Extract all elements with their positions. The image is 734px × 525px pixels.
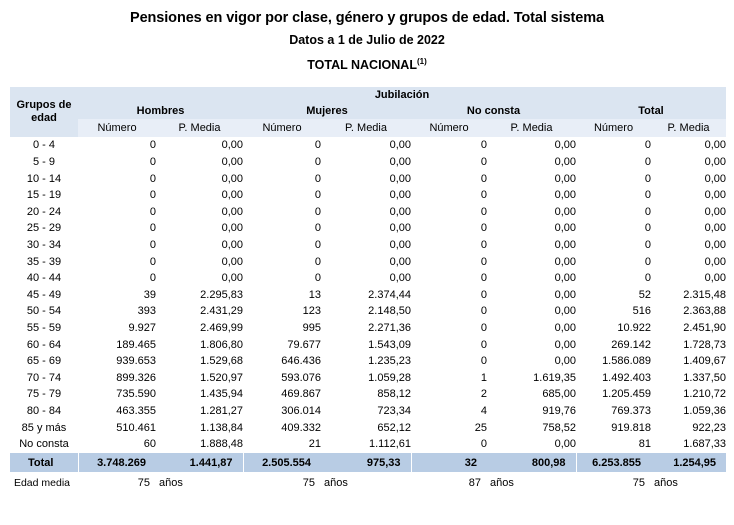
edad-media-value: 87 [411,473,487,494]
edad-media-value: 75 [576,473,651,494]
cell-value: 0 [243,270,321,287]
cell-value: 0,00 [487,154,576,171]
cell-value: 2.431,29 [156,303,243,320]
cell-value: 21 [243,436,321,453]
cell-value: 0,00 [156,204,243,221]
cell-value: 1 [411,369,487,386]
cell-value: 0 [411,137,487,154]
table-row [10,386,726,403]
cell-value: 0,00 [487,303,576,320]
row-age-group: 50 - 54 [10,303,78,320]
cell-value: 1.888,48 [156,436,243,453]
cell-value: 0,00 [651,187,726,204]
cell-value: 0 [243,154,321,171]
cell-value: 2 [411,386,487,403]
cell-value: 0 [576,237,651,254]
cell-value: 0,00 [651,220,726,237]
cell-value: 0,00 [156,187,243,204]
table-row [10,369,726,386]
cell-value: 0 [78,270,156,287]
total-cell-value: 32 [411,453,487,473]
cell-value: 0,00 [321,204,411,221]
header-group-total: Total [576,103,726,119]
row-age-group: 5 - 9 [10,154,78,171]
cell-value: 0,00 [651,154,726,171]
row-age-group: No consta [10,436,78,453]
table-row [10,353,726,370]
table-row [10,204,726,221]
cell-value: 269.142 [576,336,651,353]
cell-value: 393 [78,303,156,320]
header-sub-mujeres-numero: Número [243,119,321,137]
cell-value: 0 [243,237,321,254]
cell-value: 1.435,94 [156,386,243,403]
cell-value: 0,00 [487,137,576,154]
cell-value: 0,00 [487,287,576,304]
header-sub-total-numero: Número [576,119,651,137]
cell-value: 516 [576,303,651,320]
header-group-no-consta: No consta [411,103,576,119]
cell-value: 1.059,28 [321,369,411,386]
edad-media-unit: años [487,473,576,494]
row-age-group: 55 - 59 [10,320,78,337]
cell-value: 0,00 [487,204,576,221]
row-age-group: 40 - 44 [10,270,78,287]
cell-value: 0,00 [487,170,576,187]
cell-value: 0,00 [156,253,243,270]
table-row [10,419,726,436]
header-row-sub [10,119,726,137]
cell-value: 0,00 [321,220,411,237]
cell-value: 0,00 [321,137,411,154]
cell-value: 1.520,97 [156,369,243,386]
cell-value: 25 [411,419,487,436]
cell-value: 593.076 [243,369,321,386]
cell-value: 1.205.459 [576,386,651,403]
cell-value: 1.619,35 [487,369,576,386]
edad-media-unit: años [321,473,411,494]
row-age-group: 85 y más [10,419,78,436]
table-row [10,436,726,453]
header-sub-noconsta-pmedia: P. Media [487,119,576,137]
cell-value: 723,34 [321,403,411,420]
total-cell-value: 2.505.554 [243,453,321,473]
cell-value: 0,00 [321,154,411,171]
table-row [10,303,726,320]
cell-value: 0 [576,187,651,204]
row-age-group: 30 - 34 [10,237,78,254]
cell-value: 0 [243,220,321,237]
header-sub-hombres-pmedia: P. Media [156,119,243,137]
cell-value: 0 [243,204,321,221]
cell-value: 1.138,84 [156,419,243,436]
total-cell-value: 6.253.855 [576,453,651,473]
row-age-group: 25 - 29 [10,220,78,237]
cell-value: 0 [78,220,156,237]
cell-value: 858,12 [321,386,411,403]
cell-value: 0 [78,154,156,171]
cell-value: 1.409,67 [651,353,726,370]
row-age-group: 10 - 14 [10,170,78,187]
cell-value: 2.374,44 [321,287,411,304]
cell-value: 0 [411,287,487,304]
cell-value: 52 [576,287,651,304]
header-jubilacion: Jubilación [78,87,726,103]
cell-value: 919,76 [487,403,576,420]
cell-value: 0 [576,137,651,154]
cell-value: 510.461 [78,419,156,436]
cell-value: 1.529,68 [156,353,243,370]
cell-value: 0,00 [156,154,243,171]
cell-value: 0,00 [651,137,726,154]
cell-value: 899.326 [78,369,156,386]
cell-value: 1.806,80 [156,336,243,353]
cell-value: 0,00 [487,253,576,270]
cell-value: 0,00 [156,137,243,154]
cell-value: 0,00 [487,187,576,204]
cell-value: 306.014 [243,403,321,420]
cell-value: 2.148,50 [321,303,411,320]
header-row-top [10,87,726,103]
total-cell-value: 3.748.269 [78,453,156,473]
cell-value: 4 [411,403,487,420]
cell-value: 189.465 [78,336,156,353]
cell-value: 1.112,61 [321,436,411,453]
row-age-group: 15 - 19 [10,187,78,204]
table-row [10,237,726,254]
cell-value: 646.436 [243,353,321,370]
cell-value: 1.281,27 [156,403,243,420]
page-subtitle: Datos a 1 de Julio de 2022 [289,33,445,47]
cell-value: 0 [576,270,651,287]
total-label: Total [10,453,78,473]
total-cell-value: 1.254,95 [651,453,726,473]
cell-value: 1.687,33 [651,436,726,453]
table-row [10,154,726,171]
cell-value: 60 [78,436,156,453]
header-row-groups [10,103,726,119]
cell-value: 0,00 [651,253,726,270]
row-age-group: 20 - 24 [10,204,78,221]
cell-value: 0 [243,253,321,270]
cell-value: 0 [411,253,487,270]
cell-value: 0 [411,336,487,353]
edad-media-unit: años [156,473,243,494]
cell-value: 0 [576,220,651,237]
table-row [10,187,726,204]
header-sub-noconsta-numero: Número [411,119,487,137]
cell-value: 0,00 [487,436,576,453]
table-container [0,87,734,493]
cell-value: 1.543,09 [321,336,411,353]
edad-media-value: 75 [78,473,156,494]
cell-value: 0 [243,170,321,187]
cell-value: 0 [78,187,156,204]
cell-value: 0,00 [487,336,576,353]
cell-value: 0 [411,270,487,287]
cell-value: 919.818 [576,419,651,436]
cell-value: 0 [411,220,487,237]
cell-value: 0,00 [156,237,243,254]
table-row [10,220,726,237]
row-age-group: 0 - 4 [10,137,78,154]
cell-value: 0,00 [651,204,726,221]
page-scope-label: TOTAL NACIONAL [307,58,417,73]
table-row [10,403,726,420]
cell-value: 0,00 [651,170,726,187]
cell-value: 0 [411,237,487,254]
cell-value: 81 [576,436,651,453]
cell-value: 0,00 [156,270,243,287]
cell-value: 0 [78,204,156,221]
cell-value: 2.469,99 [156,320,243,337]
edad-media-unit: años [651,473,726,494]
cell-value: 0 [78,137,156,154]
table-edad-media-row [10,473,726,494]
cell-value: 735.590 [78,386,156,403]
cell-value: 2.271,36 [321,320,411,337]
table-row [10,320,726,337]
row-age-group: 75 - 79 [10,386,78,403]
row-age-group: 45 - 49 [10,287,78,304]
row-age-group: 70 - 74 [10,369,78,386]
table-row [10,253,726,270]
cell-value: 0 [576,253,651,270]
table-row [10,137,726,154]
cell-value: 1.337,50 [651,369,726,386]
cell-value: 0,00 [321,187,411,204]
cell-value: 0 [411,170,487,187]
row-age-group: 80 - 84 [10,403,78,420]
cell-value: 409.332 [243,419,321,436]
total-cell-value: 1.441,87 [156,453,243,473]
row-age-group: 60 - 64 [10,336,78,353]
cell-value: 0,00 [651,270,726,287]
cell-value: 0,00 [487,320,576,337]
title-block [0,0,734,75]
cell-value: 939.653 [78,353,156,370]
cell-value: 652,12 [321,419,411,436]
cell-value: 922,23 [651,419,726,436]
cell-value: 0,00 [321,170,411,187]
header-sub-mujeres-pmedia: P. Media [321,119,411,137]
cell-value: 0 [78,170,156,187]
cell-value: 0 [243,137,321,154]
cell-value: 463.355 [78,403,156,420]
cell-value: 0 [576,204,651,221]
cell-value: 0 [411,436,487,453]
cell-value: 39 [78,287,156,304]
cell-value: 0 [78,237,156,254]
cell-value: 13 [243,287,321,304]
cell-value: 0,00 [156,170,243,187]
cell-value: 0,00 [487,220,576,237]
cell-value: 2.363,88 [651,303,726,320]
cell-value: 1.059,36 [651,403,726,420]
cell-value: 79.677 [243,336,321,353]
table-row [10,170,726,187]
cell-value: 0,00 [156,220,243,237]
table-row [10,270,726,287]
page-title: Pensiones en vigor por clase, género y grupos de edad. Total sistema [130,10,604,26]
cell-value: 0 [411,353,487,370]
cell-value: 1.235,23 [321,353,411,370]
cell-value: 0,00 [487,270,576,287]
cell-value: 1.492.403 [576,369,651,386]
cell-value: 0 [411,187,487,204]
page-scope-title [0,50,734,75]
cell-value: 0,00 [487,353,576,370]
cell-value: 2.315,48 [651,287,726,304]
cell-value: 0 [78,253,156,270]
header-group-hombres: Hombres [78,103,243,119]
cell-value: 0 [576,170,651,187]
cell-value: 0,00 [321,237,411,254]
table-total-row [10,453,726,473]
cell-value: 0,00 [321,253,411,270]
header-sub-hombres-numero: Número [78,119,156,137]
table-row [10,336,726,353]
header-grupos-de-edad: Grupos de edad [10,87,78,137]
edad-media-value: 75 [243,473,321,494]
cell-value: 1.586.089 [576,353,651,370]
cell-value: 0,00 [651,237,726,254]
cell-value: 769.373 [576,403,651,420]
header-sub-total-pmedia: P. Media [651,119,726,137]
total-cell-value: 800,98 [487,453,576,473]
total-cell-value: 975,33 [321,453,411,473]
cell-value: 995 [243,320,321,337]
cell-value: 123 [243,303,321,320]
header-group-mujeres: Mujeres [243,103,411,119]
pensions-table [10,87,726,493]
row-age-group: 35 - 39 [10,253,78,270]
cell-value: 9.927 [78,320,156,337]
table-body [10,137,726,493]
cell-value: 2.295,83 [156,287,243,304]
row-age-group: 65 - 69 [10,353,78,370]
table-head [10,87,726,137]
cell-value: 469.867 [243,386,321,403]
cell-value: 758,52 [487,419,576,436]
cell-value: 0 [576,154,651,171]
cell-value: 1.210,72 [651,386,726,403]
cell-value: 0 [411,320,487,337]
cell-value: 10.922 [576,320,651,337]
cell-value: 2.451,90 [651,320,726,337]
footnote-marker: (1) [416,57,427,66]
cell-value: 0 [411,204,487,221]
table-row [10,287,726,304]
cell-value: 0,00 [321,270,411,287]
cell-value: 0 [411,154,487,171]
edad-media-label: Edad media [10,473,78,494]
cell-value: 685,00 [487,386,576,403]
cell-value: 0 [243,187,321,204]
cell-value: 0 [411,303,487,320]
cell-value: 1.728,73 [651,336,726,353]
cell-value: 0,00 [487,237,576,254]
